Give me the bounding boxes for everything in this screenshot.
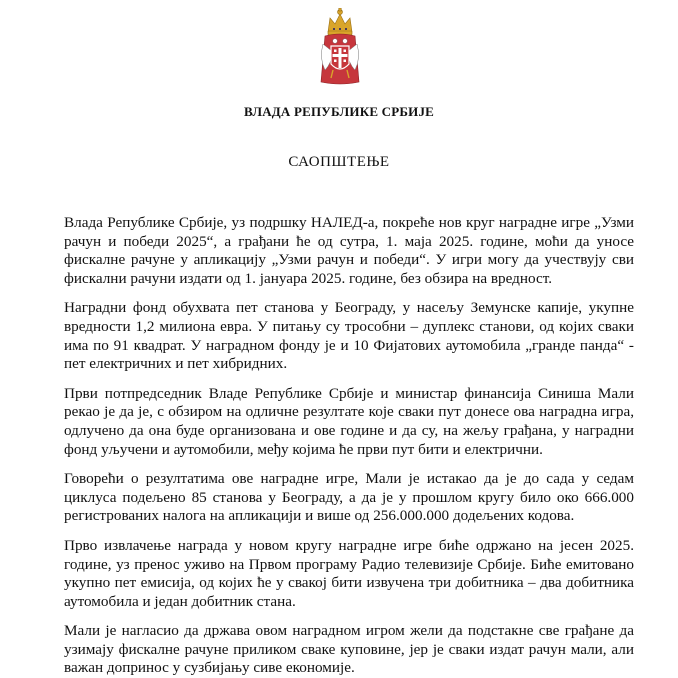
document-title: САОПШТЕЊЕ: [288, 154, 390, 170]
paragraph: Влада Републике Србије, уз подршку НАЛЕД-а, покреће нов круг наградне игре „Узми рачун и победи 2025“, а грађани ће од сутра, 1. маја 2025. године, моћи да уносе фискалне рачуне у апликацију „Узми рачун и победи“. У игри могу да учествују сви фискални рачуни издати од 1. јануара 2025. године, без обзира на вредност.: [64, 214, 634, 287]
paragraph: Мали је нагласио да држава овом наградном игром жели да подстакне све грађане да узимају фискалне рачуне приликом сваке куповине, јер је сваки издат рачун мали, али важан допринос у сузбијању сиве економије.: [64, 622, 634, 677]
government-title: ВЛАДА РЕПУБЛИКЕ СРБИЈЕ: [243, 104, 435, 119]
press-release-body: [64, 214, 634, 678]
paragraph: Говорећи о резултатима ове наградне игре, Мали је истакао да је до сада у седам циклуса подељено 85 станова у Београду, а да је у прошлом кругу било око 666.000 регистрованих налога на апликацији и више од 256.000.000 додељених кодова.: [64, 470, 634, 525]
serbia-coat-of-arms-icon: [315, 8, 365, 86]
paragraph: Наградни фонд обухвата пет станова у Београду, у насељу Земунске капије, укупне вредности 1,2 милиона евра. У питању су трособни – дуплекс станови, од којих сваки има по 91 квадрат. У наградном фонду је и 10 Фијатових аутомобила „гранде панда“ - пет електричних и пет хибридних.: [64, 299, 634, 373]
paragraph: Први потпредседник Владе Републике Србије и министар финансија Синиша Мали рекао је да је, с обзиром на одличне резултате које сваки пут донесе ова наградна игра, одлучено да она буде организована и ове године и да су, на жељу грађана, у наградни фонд уључени и аутомобили, међу којима ће први пут бити и електрични.: [64, 384, 634, 458]
paragraph: Прво извлачење награда у новом кругу наградне игре биће одржано на јесен 2025. године, уз пренос уживо на Првом програму Радио телевизије Србије. Биће емитовано укупно пет емисија, од којих ће у свакој бити извучена три добитника – два добитника аутомобила и један добитник стана.: [64, 536, 634, 610]
